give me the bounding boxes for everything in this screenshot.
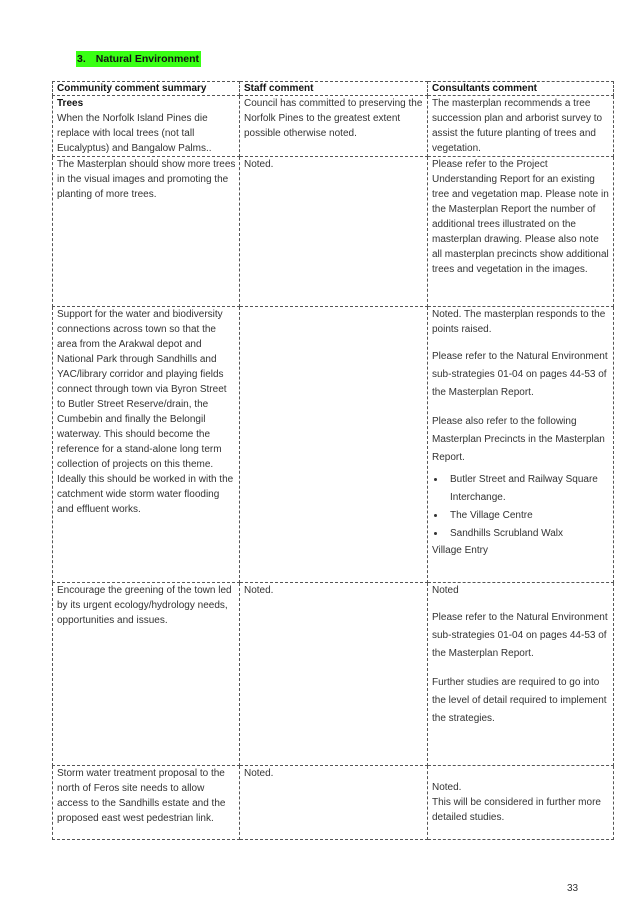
section-number: 3. (77, 53, 86, 65)
consultants-para: Please refer to the Natural Environment sub-strategies 01-04 on pages 44-53 of the Masterplan Report. (432, 612, 608, 659)
consultants-tail: Village Entry (432, 545, 488, 556)
comments-table (52, 81, 614, 840)
consultants-cell: Please refer to the Project Understanding Report for an existing tree and vegetation map. Please note in the Masterplan Report the number of additional trees illustrated on the masterplan drawing. Please also note all masterplan precincts show additional trees and vegetation in the images. (428, 157, 614, 307)
table-row (53, 766, 614, 840)
community-cell: Encourage the greening of the town led by its urgent ecology/hydrology needs, opportunities and issues. (53, 583, 240, 766)
section-title: Natural Environment (95, 53, 200, 65)
staff-cell: Noted. (240, 766, 428, 840)
community-title: Trees (57, 98, 84, 109)
list-item: • Sandhills Scrubland Walx (446, 525, 610, 543)
consultants-para: Noted. The masterplan responds to the points raised. (432, 309, 606, 335)
community-cell: Support for the water and biodiversity connections across town so that the area from the Arakwal depot and National Park through Sandhills and YAC/library corridor and playing fields connect through town via Byron Street to Butler Street Reserve/drain, the Cumbebin and finally the Belongil waterway. This should become the reference for a stand-alone long term collection of projects on this theme. Ideally this should be worked in with the catchment wide storm water flooding and effluent works. (53, 307, 240, 583)
section-heading (76, 51, 201, 67)
consultants-para: This will be considered in further more detailed studies. (432, 797, 601, 823)
consultants-cell (428, 766, 614, 840)
community-cell: The Masterplan should show more trees in the visual images and promoting the planting of more trees. (53, 157, 240, 307)
table-row (53, 96, 614, 157)
header-consultants: Consultants comment (428, 82, 614, 96)
staff-cell: Noted. (240, 583, 428, 766)
consultants-cell (428, 583, 614, 766)
precinct-list (432, 471, 610, 543)
consultants-para: Please refer to the Natural Environment sub-strategies 01-04 on pages 44-53 of the Masterplan Report. (432, 351, 608, 398)
staff-cell: Council has committed to preserving the Norfolk Pines to the greatest extent possible otherwise noted. (240, 96, 428, 157)
consultants-para: Further studies are required to go into the level of detail required to implement the strategies. (432, 677, 607, 724)
consultants-para: Noted (432, 585, 459, 596)
header-staff: Staff comment (240, 82, 428, 96)
consultants-para: Noted. (432, 782, 462, 793)
consultants-cell: The masterplan recommends a tree succession plan and arborist survey to assist the future planting of trees and vegetation. (428, 96, 614, 157)
page-number: 33 (567, 883, 579, 894)
community-text: When the Norfolk Island Pines die replace with local trees (not tall Eucalyptus) and Bangalow Palms.. (57, 113, 212, 154)
consultants-cell (428, 307, 614, 583)
list-item: • Butler Street and Railway Square Interchange. (446, 471, 610, 507)
community-cell: Storm water treatment proposal to the north of Feros site needs to allow access to the Sandhills estate and the proposed east west pedestrian link. (53, 766, 240, 840)
table-row (53, 583, 614, 766)
table-row (53, 307, 614, 583)
header-community: Community comment summary (53, 82, 240, 96)
list-item: • The Village Centre (446, 507, 610, 525)
staff-cell: Noted. (240, 157, 428, 307)
community-cell (53, 96, 240, 157)
table-header-row (53, 82, 614, 96)
consultants-para: Please also refer to the following Masterplan Precincts in the Masterplan Report. (432, 416, 605, 463)
table-row (53, 157, 614, 307)
staff-cell (240, 307, 428, 583)
